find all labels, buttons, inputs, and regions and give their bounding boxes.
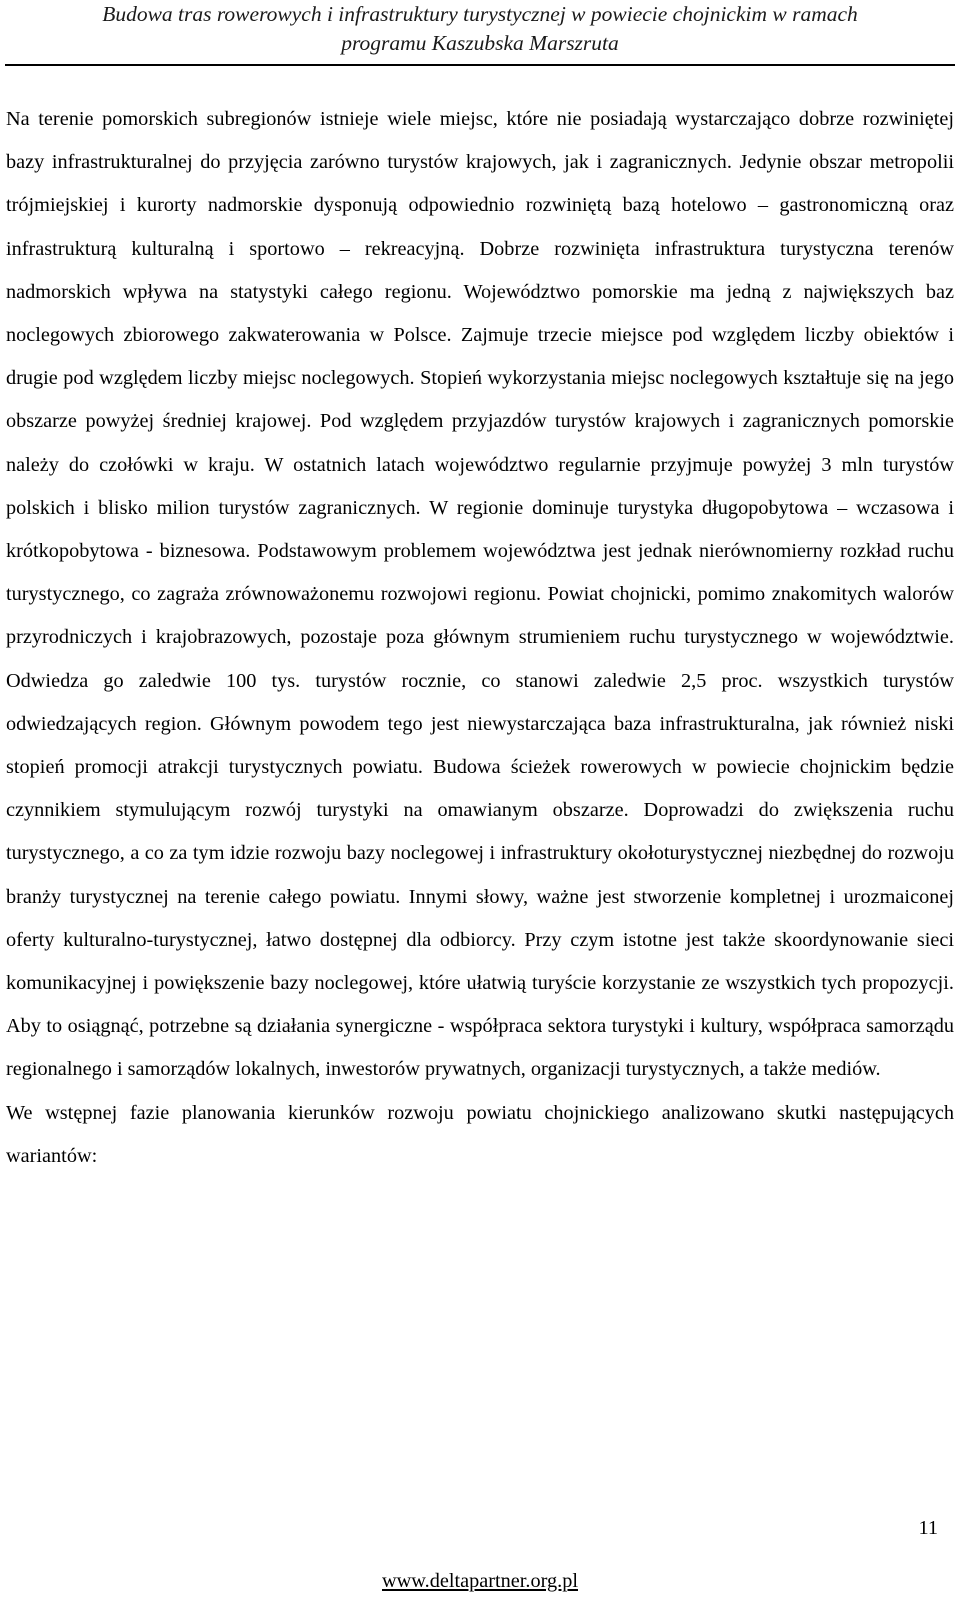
page-number: 11 (918, 1517, 938, 1539)
page-header (0, 0, 960, 58)
header-divider (5, 64, 955, 66)
document-body (6, 98, 954, 1178)
header-title-line-2: programu Kaszubska Marszruta (341, 31, 619, 55)
footer-website-link[interactable]: www.deltapartner.org.pl (382, 1570, 578, 1592)
header-title-line-1: Budowa tras rowerowych i infrastruktury turystycznej w powiecie chojnickim w ramach (102, 2, 858, 26)
body-paragraph-2: We wstępnej fazie planowania kierunków rozwoju powiatu chojnickiego analizowano skutki następujących wariantów: (6, 1101, 954, 1167)
body-paragraph-1: Na terenie pomorskich subregionów istnieje wiele miejsc, które nie posiadają wystarczająco dobrze rozwiniętej bazy infrastrukturalnej do przyjęcia zarówno turystów krajowych, jak i zagranicznych. Jedynie obszar metropolii trójmiejskiej i kurorty nadmorskie dysponują odpowiednio rozwiniętą bazą hotelowo – gastronomiczną oraz infrastrukturą kulturalną i sportowo – rekreacyjną. Dobrze rozwinięta infrastruktura turystyczna terenów nadmorskich wpływa na statystyki całego regionu. Województwo pomorskie ma jedną z największych baz noclegowych zbiorowego zakwaterowania w Polsce. Zajmuje trzecie miejsce pod względem liczby obiektów i drugie pod względem liczby miejsc noclegowych. Stopień wykorzystania miejsc noclegowych kształtuje się na jego obszarze powyżej średniej krajowej. Pod względem przyjazdów turystów krajowych i zagranicznych pomorskie należy do czołówki w kraju. W ostatnich latach województwo regularnie przyjmuje powyżej 3 mln turystów polskich i blisko milion turystów zagranicznych. W regionie dominuje turystyka długopobytowa – wczasowa i krótkopobytowa - biznesowa. Podstawowym problemem województwa jest jednak nierównomierny rozkład ruchu turystycznego, co zagraża zrównoważonemu rozwojowi regionu. Powiat chojnicki, pomimo znakomitych walorów przyrodniczych i krajobrazowych, pozostaje poza głównym strumieniem ruchu turystycznego w województwie. Odwiedza go zaledwie 100 tys. turystów rocznie, co stanowi zaledwie 2,5 proc. wszystkich turystów odwiedzających region. Głównym powodem tego jest niewystarczająca baza infrastrukturalna, jak również niski stopień promocji atrakcji turystycznych powiatu. Budowa ścieżek rowerowych w powiecie chojnickim będzie czynnikiem stymulującym rozwój turystyki na omawianym obszarze. Doprowadzi do zwiększenia ruchu turystycznego, a co za tym idzie rozwoju bazy noclegowej i infrastruktury okołoturystycznej niezbędnej do rozwoju branży turystycznej na terenie całego powiatu. Innymi słowy, ważne jest stworzenie kompletnej i urozmaiconej oferty kulturalno-turystycznej, łatwo dostępnej dla odbiorcy. Przy czym istotne jest także skoordynowanie sieci komunikacyjnej i powiększenie bazy noclegowej, które ułatwią turyście korzystanie ze wszystkich tych propozycji. Aby to osiągnąć, potrzebne są działania synergiczne - współpraca sektora turystyki i kultury, współpraca samorządu regionalnego i samorządów lokalnych, inwestorów prywatnych, organizacji turystycznych, a także mediów. (6, 108, 954, 1081)
